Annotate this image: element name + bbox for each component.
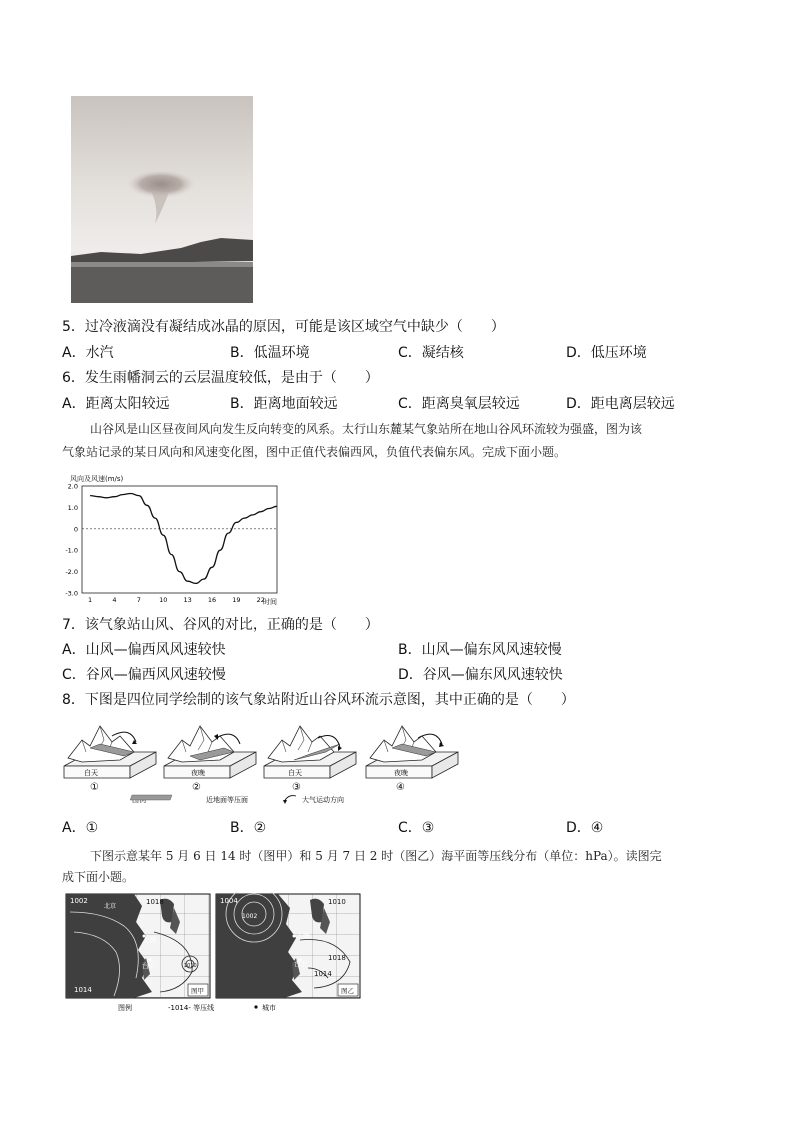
left-map-name: 图甲 [191, 987, 204, 995]
left-map-label-taipei: 台北 [142, 962, 156, 970]
y-tick-label: -3.0 [65, 589, 78, 598]
y-tick-label: -1.0 [65, 546, 78, 555]
x-tick-label: 7 [136, 596, 141, 604]
x-tick-label: 4 [112, 596, 117, 604]
right-map-label-1010: 1010 [328, 898, 346, 906]
cloud-photo [71, 96, 253, 303]
question-6-stem: 6．发生雨幡洞云的云层温度较低，是由于（ ） [62, 370, 379, 386]
intro-1-line-1: 山谷风是山区昼夜间风向发生反向转变的风系。太行山东麓某气象站所在地山谷风环流较为强盛，图为该 [90, 422, 643, 436]
question-5-stem: 5．过冷液滴没有凝结成冰晶的原因，可能是该区域空气中缺少（ ） [62, 319, 505, 335]
y-tick-label: 1.0 [67, 503, 78, 512]
valley-wind-diagram [60, 718, 470, 810]
wind-chart [60, 472, 290, 612]
q5-option-b[interactable]: B．低温环境 [230, 345, 310, 361]
x-tick-label: 16 [207, 596, 217, 604]
y-tick-label: 2.0 [67, 482, 78, 491]
isobar-swatch [130, 795, 172, 800]
panel-1-time: 白天 [84, 769, 98, 777]
left-map-label-1010: 1010 [184, 963, 197, 969]
q5-option-a[interactable]: A．水汽 [62, 345, 114, 361]
map-right [216, 892, 360, 998]
y-tick-label: 0 [73, 525, 78, 534]
right-map-label-1002: 1002 [242, 913, 258, 920]
city-dot-icon [254, 1005, 257, 1008]
q6-option-c[interactable]: C．距离臭氧层较远 [398, 396, 520, 412]
x-tick-label: 22 [256, 596, 265, 604]
q8-option-d[interactable]: D．④ [566, 820, 604, 836]
q5-option-c[interactable]: C．凝结核 [398, 345, 464, 361]
x-tick-label: 19 [232, 596, 241, 604]
q8-legend-motion: 大气运动方向 [302, 796, 344, 804]
q7-option-c[interactable]: C．谷风—偏西风风速较慢 [62, 667, 226, 683]
right-map-label-1004: 1004 [220, 897, 238, 905]
intro-2-line-1: 下图示意某年 5 月 6 日 14 时（图甲）和 5 月 7 日 2 时（图乙）海平面等压线分布（单位：hPa）。读图完 [90, 849, 662, 863]
intro-2-line-2: 成下面小题。 [62, 870, 135, 884]
panel-1-number: ① [90, 782, 99, 793]
chart-plot-frame [82, 486, 277, 593]
q8-legend-isobar: 近地面等压面 [206, 796, 248, 804]
panel-2-time: 夜晚 [191, 769, 205, 777]
q8-option-a[interactable]: A．① [62, 820, 99, 836]
q5-option-d[interactable]: D．低压环境 [566, 345, 647, 361]
question-7-stem: 7．该气象站山风、谷风的对比，正确的是（ ） [62, 617, 379, 633]
maps-legend-city: 城市 [262, 1004, 276, 1012]
chart-series-line [90, 494, 277, 584]
left-map-label-shanghai: 上海 [142, 936, 156, 944]
maps-legend-isobar: -1014- 等压线 [168, 1004, 215, 1012]
q7-option-a[interactable]: A．山风—偏西风风速较快 [62, 642, 226, 658]
panel-3-time: 白天 [288, 769, 302, 777]
q6-option-b[interactable]: B．距离地面较远 [230, 396, 338, 412]
panel-3-number: ③ [292, 782, 301, 793]
x-tick-label: 10 [159, 596, 168, 604]
map-left [66, 894, 210, 998]
q7-option-b[interactable]: B．山风—偏东风风速较慢 [398, 642, 562, 658]
left-map-label-beijing: 北京 [104, 903, 117, 910]
q7-option-d[interactable]: D．谷风—偏东风风速较快 [398, 667, 563, 683]
right-map-label-shanghai: 上海 [296, 932, 310, 940]
right-map-label-taipei: 台北 [294, 960, 308, 968]
chart-x-axis-label: 时间 [263, 598, 277, 606]
panel-2-number: ② [192, 782, 201, 793]
right-map-name: 图乙 [341, 987, 354, 995]
left-map-label-1002: 1002 [70, 897, 88, 905]
right-map-label-1018: 1018 [328, 954, 346, 962]
x-tick-label: 13 [183, 596, 192, 604]
q8-option-b[interactable]: B．② [230, 820, 267, 836]
left-map-label-1014: 1014 [74, 986, 92, 994]
question-8-stem: 8．下图是四位同学绘制的该气象站附近山谷风环流示意图，其中正确的是（ ） [62, 692, 575, 708]
q6-option-a[interactable]: A．距离太阳较远 [62, 396, 170, 412]
x-tick-label: 1 [88, 596, 93, 604]
panel-4-time: 夜晚 [394, 769, 408, 777]
maps-legend-title: 图例 [118, 1004, 132, 1012]
q8-option-c[interactable]: C．③ [398, 820, 435, 836]
isobar-maps [64, 892, 364, 1014]
right-map-label-1014: 1014 [314, 970, 332, 978]
y-tick-label: -2.0 [65, 568, 78, 577]
wind-chart-svg [60, 472, 290, 612]
chart-y-axis-label: 风向及风速(m/s) [70, 475, 124, 483]
intro-1-line-2: 气象站记录的某日风向和风速变化图，图中正值代表偏西风，负值代表偏东风。完成下面小题。 [62, 445, 567, 459]
panel-4-number: ④ [396, 782, 405, 793]
q6-option-d[interactable]: D．距电离层较远 [566, 396, 675, 412]
left-map-label-1018: 1018 [146, 898, 164, 906]
